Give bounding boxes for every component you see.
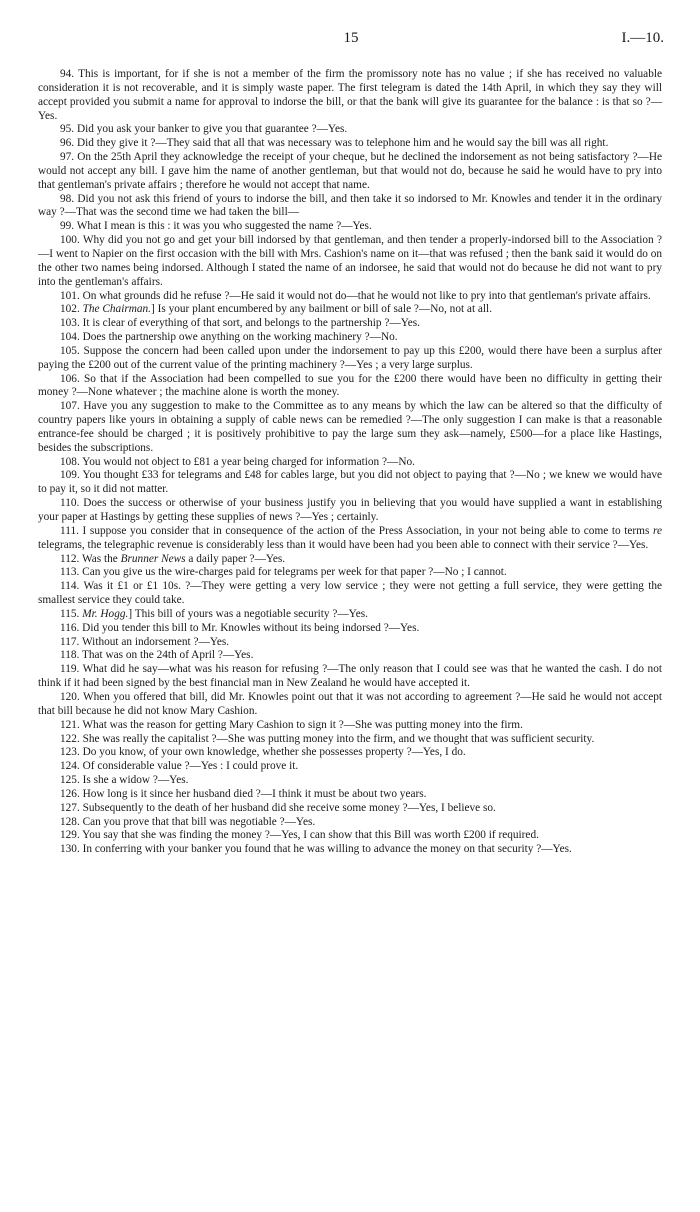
question-paragraph (38, 303, 662, 317)
question-paragraph: 107. Have you any suggestion to make to the Committee as to any means by which the law can be altered so that the difficulty of country papers like yours in obtaining a supply of cable news can be remedied ?—The only suggestion I can make is that a reasonable entrance-fee should be charged ; it is positively prohibitive to pay the large sum they ask—namely, £500—for a place like Hastings, besides the subscriptions. (38, 400, 662, 454)
question-paragraph: 103. It is clear of everything of that sort, and belongs to the partnership ?—Yes. (60, 317, 420, 330)
question-paragraph: 100. Why did you not go and get your bill indorsed by that gentleman, and then tender a properly-indorsed bill to the Association ?—I went to Napier on the first occasion with the bill with Mrs. Cashion's name on it—that was refused ; then the bank said it would do on the other two names being indorsed. Although I stated the name of an indorsee, he said that would not do because he did not want to pry into the gentleman's affairs. (38, 234, 662, 288)
paragraph-text: 115. (60, 607, 83, 620)
question-paragraph: 114. Was it £1 or £1 10s. ?—They were getting a very low service ; they were not getting a full service, they were getting the smallest service they could take. (38, 580, 662, 607)
question-paragraph: 130. In conferring with your banker you found that he was willing to advance the money on that security ?—Yes. (60, 843, 572, 856)
question-paragraph: 123. Do you know, of your own knowledge, whether she possesses property ?—Yes, I do. (60, 746, 466, 759)
question-paragraph: 106. So that if the Association had been compelled to sue you for the £200 there would have been no difficulty in getting their money ?—None whatever ; the machine alone is worth the money. (38, 372, 662, 399)
question-paragraph: 96. Did they give it ?—They said that all that was necessary was to telephone him and he would say the bill was all right. (60, 137, 609, 150)
question-paragraph: 109. You thought £33 for telegrams and £48 for cables large, but you did not object to paying that ?—No ; we knew we would have to pay it, so it did not matter. (38, 469, 662, 496)
question-paragraph: 124. Of considerable value ?—Yes : I could prove it. (60, 760, 299, 773)
paragraph-text: telegrams, the telegraphic revenue is considerably less than it would have been had you been able to connect with their service ?—Yes. (38, 538, 649, 551)
question-paragraph: 105. Suppose the concern had been called upon under the indorsement to pay up this £200, would there have been a surplus after paying the £200 out of the current value of the printing machinery ?—Yes ; a very large surplus. (38, 344, 662, 371)
italic-text: Brunner News (120, 552, 186, 565)
paragraph-text: a daily paper ?—Yes. (185, 552, 286, 565)
question-paragraph (38, 608, 662, 622)
italic-text: The Chairman. (82, 303, 152, 316)
paragraph-text: 111. I suppose you consider that in consequence of the action of the Press Association, in your not being able to come to terms (60, 524, 653, 537)
question-paragraph: 116. Did you tender this bill to Mr. Knowles without its being indorsed ?—Yes. (60, 621, 420, 634)
document-reference: I.—10. (621, 30, 664, 46)
question-paragraph: 95. Did you ask your banker to give you that guarantee ?—Yes. (60, 123, 348, 136)
question-paragraph: 121. What was the reason for getting Mary Cashion to sign it ?—She was putting money into the firm. (60, 718, 523, 731)
paragraph-text: 112. Was the (60, 552, 121, 565)
question-paragraph (38, 553, 662, 567)
question-paragraph: 113. Can you give us the wire-charges paid for telegrams per week for that paper ?—No ; I cannot. (60, 566, 507, 579)
question-paragraph: 108. You would not object to £81 a year being charged for information ?—No. (60, 455, 415, 468)
italic-text: re (653, 524, 662, 537)
question-paragraph: 99. What I mean is this : it was you who suggested the name ?—Yes. (60, 220, 372, 233)
question-paragraph: 101. On what grounds did he refuse ?—He said it would not do—that he would not like to pry into that gentleman's private affairs. (60, 289, 651, 302)
question-paragraph: 127. Subsequently to the death of her husband did she receive some money ?—Yes, I believe so. (60, 801, 496, 814)
page-number: 15 (343, 30, 359, 46)
question-paragraph: 126. How long is it since her husband died ?—I think it must be about two years. (60, 787, 427, 800)
question-paragraph: 129. You say that she was finding the money ?—Yes, I can show that this Bill was worth £200 if required. (60, 829, 539, 842)
question-paragraph: 120. When you offered that bill, did Mr. Knowles point out that it was not according to agreement ?—He said he would not accept that bill because he did not know Mary Cashion. (38, 690, 662, 717)
question-paragraph: 118. That was on the 24th of April ?—Yes. (60, 649, 254, 662)
paragraph-text: ] Is your plant encumbered by any bailment or bill of sale ?—No, not at all. (151, 303, 493, 316)
paragraph-text: 102. (60, 303, 83, 316)
italic-text: Mr. Hogg. (82, 607, 129, 620)
page-header (38, 30, 664, 50)
question-paragraph: 98. Did you not ask this friend of yours to indorse the bill, and then take it so indorsed to Mr. Knowles and tender it in the ordinary way ?—That was the second time we had taken the bill— (38, 192, 662, 219)
document-body (38, 68, 662, 857)
question-paragraph: 125. Is she a widow ?—Yes. (60, 774, 189, 787)
question-paragraph (38, 525, 662, 553)
question-paragraph: 104. Does the partnership owe anything on the working machinery ?—No. (60, 331, 398, 344)
question-paragraph: 117. Without an indorsement ?—Yes. (60, 635, 230, 648)
paragraph-text: ] This bill of yours was a negotiable security ?—Yes. (128, 607, 368, 620)
question-paragraph: 128. Can you prove that that bill was negotiable ?—Yes. (60, 815, 316, 828)
question-paragraph: 122. She was really the capitalist ?—She was putting money into the firm, and we thought that was sufficient security. (60, 732, 595, 745)
question-paragraph: 119. What did he say—what was his reason for refusing ?—The only reason that I could see was that he wanted the cash. I do not think if it had been signed by the best financial man in New Zealand he would have accepted it. (38, 663, 662, 690)
question-paragraph: 110. Does the success or otherwise of your business justify you in believing that you would have supplied a want in establishing your paper at Hastings by getting these supplies of news ?—Yes ; certainly. (38, 497, 662, 523)
question-paragraph: 94. This is important, for if she is not a member of the firm the promissory note has no value ; if she has received no valuable consideration it is not recoverable, and it is simply waste paper. The first telegram is dated the 14th April, in which they say they will accept provided you submit a name for approval to indorse the bill, or that the bank will give its guarantee for the balance : is that so ?—Yes. (38, 68, 662, 122)
question-paragraph: 97. On the 25th April they acknowledge the receipt of your cheque, but he declined the indorsement as not being satisfactory ?—He would not accept any bill. I gave him the name of another gentleman, but that would not do, because he said he would have to pry into that gentleman's private affairs ; therefore he would not accept that name. (38, 151, 662, 191)
